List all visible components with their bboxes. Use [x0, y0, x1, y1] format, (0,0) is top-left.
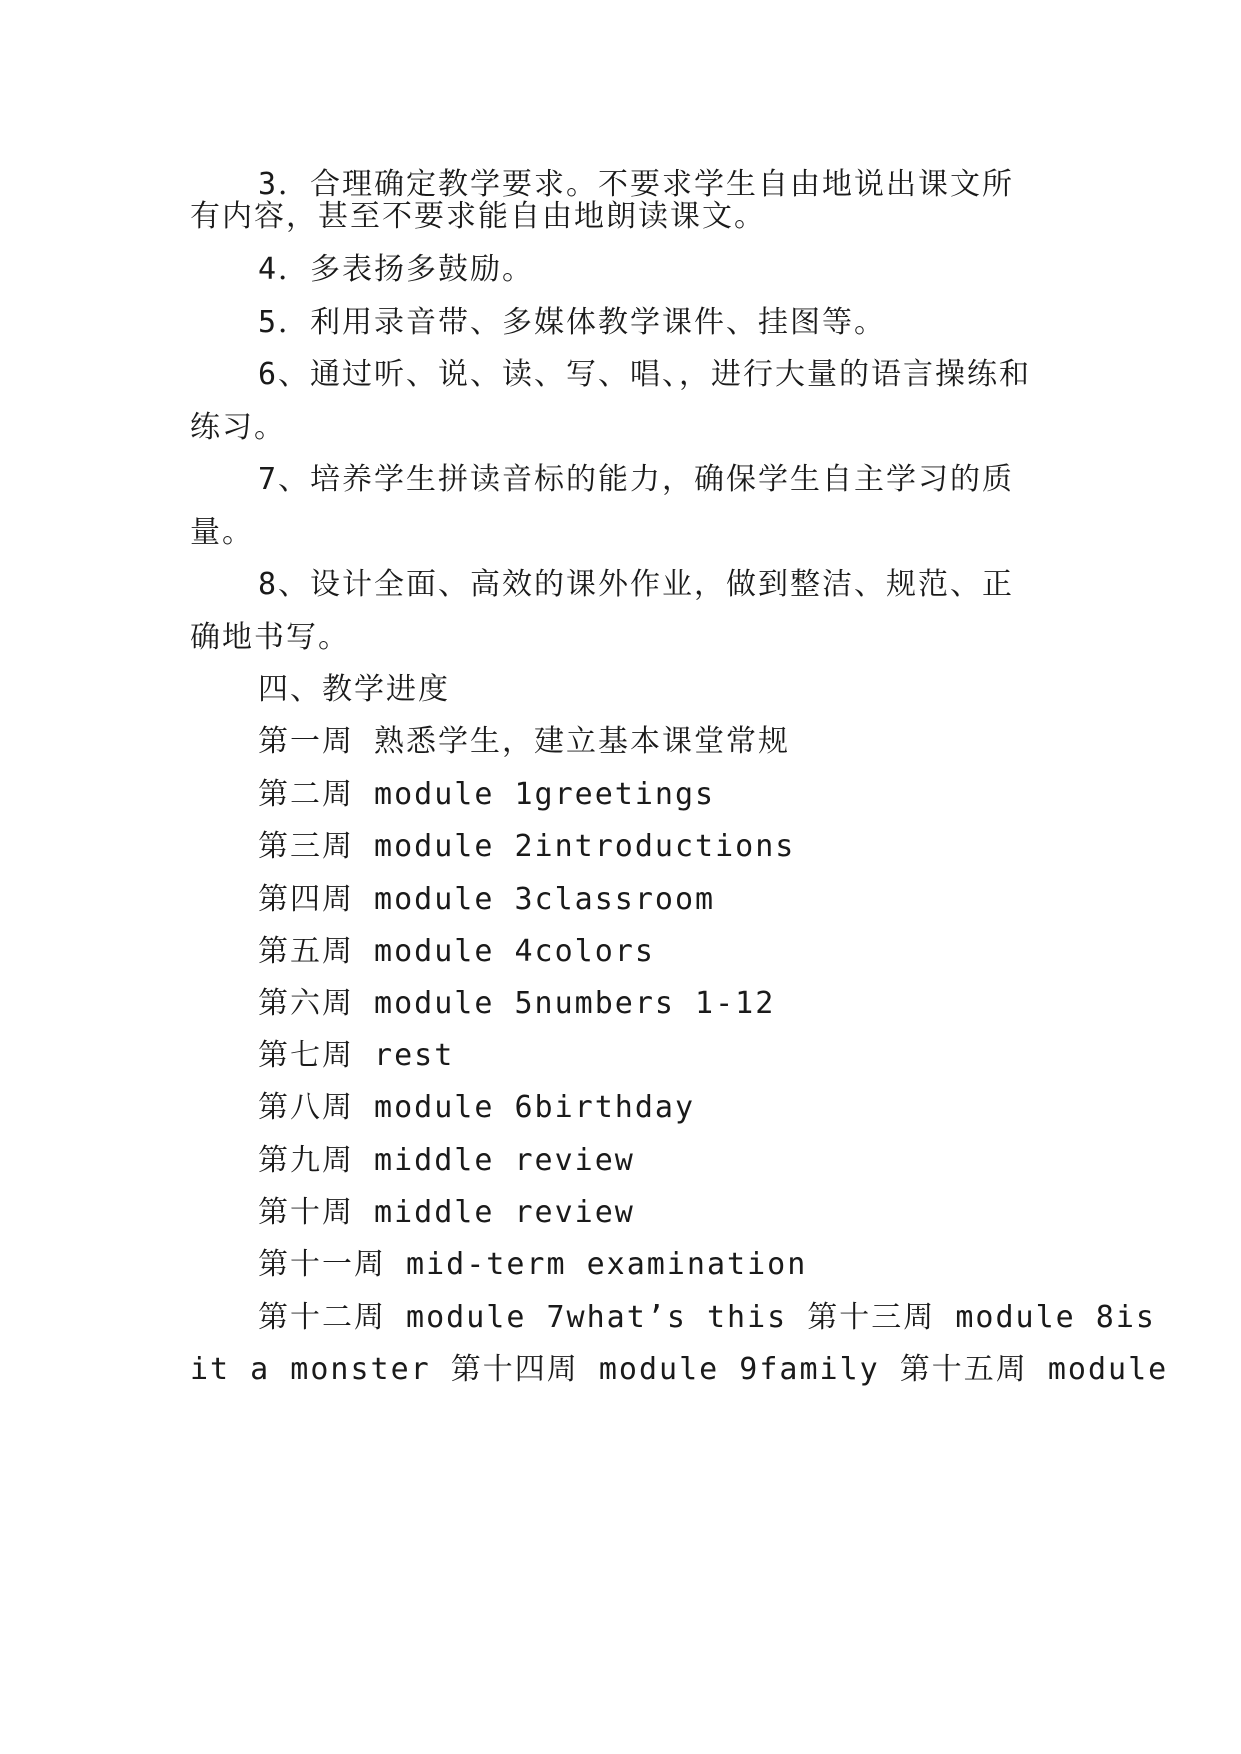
schedule-line: 第六周 module 5numbers 1-12: [258, 986, 776, 1021]
section-heading: 四、教学进度: [258, 672, 450, 707]
schedule-line: 第十周 middle review: [258, 1195, 635, 1230]
text-line: 练习。: [190, 410, 286, 445]
text-line: 3．合理确定教学要求。不要求学生自由地说出课文所: [258, 167, 1015, 202]
schedule-line: 第九周 middle review: [258, 1143, 635, 1178]
text-line: 6、通过听、说、读、写、唱、，进行大量的语言操练和: [258, 357, 1032, 392]
text-line: 确地书写。: [190, 620, 350, 655]
schedule-line: it a monster 第十四周 module 9family 第十五周 module: [190, 1352, 1169, 1387]
schedule-line: 第四周 module 3classroom: [258, 882, 716, 917]
schedule-line: 第五周 module 4colors: [258, 934, 655, 969]
schedule-line: 第十一周 mid-term examination: [258, 1247, 808, 1282]
schedule-line: 第七周 rest: [258, 1038, 455, 1073]
schedule-line: 第三周 module 2introductions: [258, 829, 796, 864]
text-line: 8、设计全面、高效的课外作业，做到整洁、规范、正: [258, 567, 1015, 602]
text-line: 4．多表扬多鼓励。: [258, 252, 535, 287]
text-line: 7、培养学生拼读音标的能力，确保学生自主学习的质: [258, 462, 1015, 497]
schedule-line: 第二周 module 1greetings: [258, 777, 716, 812]
schedule-line: 第八周 module 6birthday: [258, 1090, 696, 1125]
text-line: 量。: [190, 515, 254, 550]
schedule-line: 第一周 熟悉学生，建立基本课堂常规: [258, 724, 791, 759]
text-line: 5．利用录音带、多媒体教学课件、挂图等。: [258, 305, 887, 340]
text-line: 有内容，甚至不要求能自由地朗读课文。: [190, 199, 766, 234]
schedule-line: 第十二周 module 7what’s this 第十三周 module 8is: [258, 1300, 1156, 1335]
